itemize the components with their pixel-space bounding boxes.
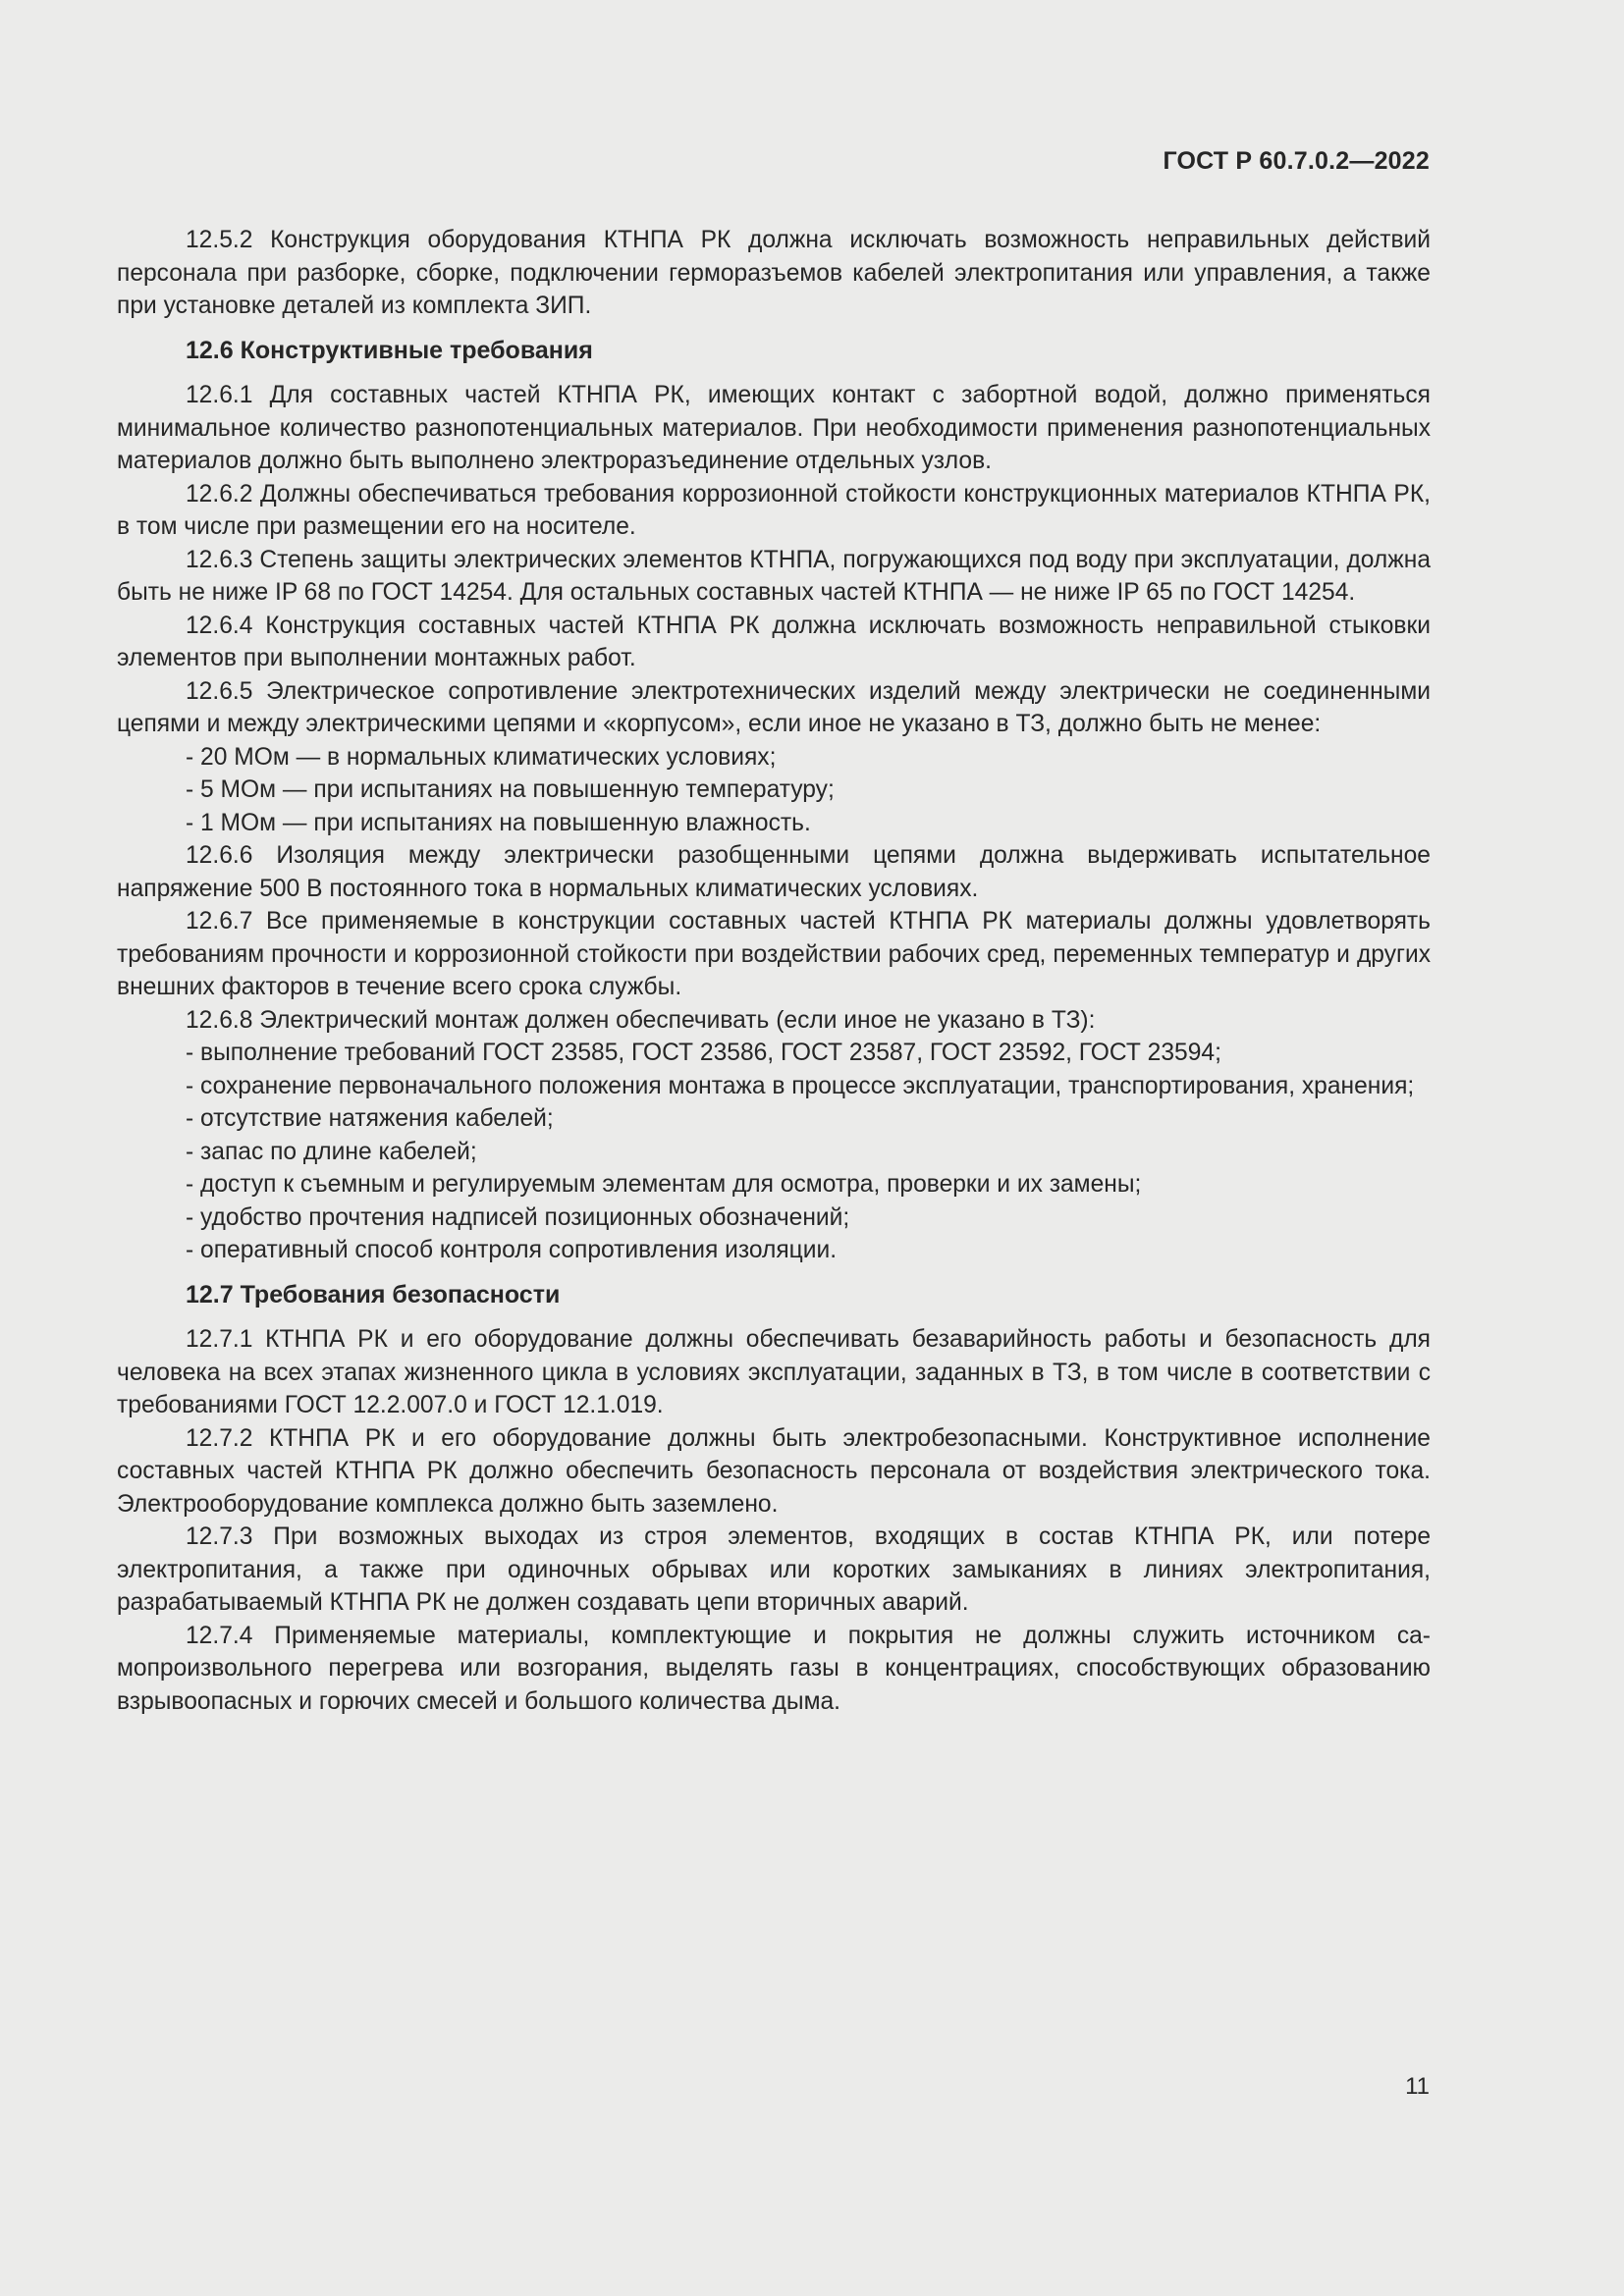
paragraph-12-5-2: 12.5.2 Конструкция оборудования КТНПА РК должна исключать возможность неправильных действий персонала при разборке, сборке, подключении герморазъемов кабелей электропитания или управления, а также при установке деталей из комплекта ЗИП. (117, 227, 1431, 319)
list-item: - оперативный способ контроля сопротивления изоляции. (186, 1237, 838, 1263)
paragraph-12-6-8: 12.6.8 Электрический монтаж должен обеспечивать (если иное не указано в ТЗ): (186, 1006, 1096, 1034)
paragraph-12-6-5: 12.6.5 Электрическое сопротивление электротехнических изделий между электрически не соединенными цепями и между электрическими цепями и «корпусом», если иное не указано в ТЗ, должно быть не менее: (117, 677, 1431, 737)
page-number: 11 (1405, 2073, 1430, 2100)
paragraph-12-6-7: 12.6.7 Все применяемые в конструкции составных частей КТНПА РК материалы должны удовлетворять требованиям прочности и коррозионной стойкости при воздействии рабочих сред, переменных температур и других внешних факторов в течение всего срока службы. (117, 908, 1431, 1000)
list-item: - сохранение первоначального положения монтажа в процессе эксплуатации, транспортирования, хранения; (186, 1072, 1415, 1099)
list-item: - удобство прочтения надписей позиционных обозначений; (186, 1203, 850, 1231)
list-item: - выполнение требований ГОСТ 23585, ГОСТ 23586, ГОСТ 23587, ГОСТ 23592, ГОСТ 23594; (186, 1040, 1221, 1066)
paragraph-12-6-4: 12.6.4 Конструкция составных частей КТНПА РК должна исключать возможность неправильной стыковки элементов при выполнении монтажных работ. (117, 612, 1431, 671)
paragraph-12-7-1: 12.7.1 КТНПА РК и его оборудование должны обеспечивать безаварийность работы и безопасность для человека на всех этапах жизненного цикла в условиях эксплуатации, заданных в ТЗ, в том числе в соответствии с требованиями ГОСТ 12.2.007.0 и ГОСТ 12.1.019. (117, 1326, 1431, 1418)
paragraph-12-6-1: 12.6.1 Для составных частей КТНПА РК, имеющих контакт с забортной водой, должно применяться минимальное количество разнопотенциальных материалов. При необходимости применения разнопотенциальных материалов должно быть выполнено электроразъединение отдельных узлов. (117, 382, 1431, 474)
paragraph-12-7-2: 12.7.2 КТНПА РК и его оборудование должны быть электробезопасными. Конструктивное исполнение составных частей КТНПА РК должно обеспечить безопасность персонала от воздействия электрического тока. Электрооборудование комплекса должно быть заземлено. (117, 1424, 1431, 1518)
list-item: - доступ к съемным и регулируемым элементам для осмотра, проверки и их замены; (186, 1171, 1142, 1198)
paragraph-12-6-2: 12.6.2 Должны обеспечиваться требования коррозионной стойкости конструкционных материалов КТНПА РК, в том числе при размещении его на носителе. (117, 480, 1431, 540)
section-heading-12-7: 12.7 Требования безопасности (186, 1280, 561, 1308)
document-body (117, 224, 1431, 1718)
document-header: ГОСТ Р 60.7.0.2—2022 (1163, 147, 1430, 175)
list-item: - 5 МОм — при испытаниях на повышенную температуру; (186, 776, 835, 803)
list-item: - 1 МОм — при испытаниях на повышенную влажность. (186, 809, 811, 836)
section-heading-12-6: 12.6 Конструктивные требования (186, 336, 593, 364)
list-item: - отсутствие натяжения кабелей; (186, 1105, 554, 1132)
paragraph-12-7-4: 12.7.4 Применяемые материалы, комплектующие и покрытия не должны служить источником самопроизвольного перегрева или возгорания, выделять газы в концентрациях, способствующих образованию взрывоопасных и горючих смесей и большого количества дыма. (117, 1622, 1431, 1715)
list-item: - запас по длине кабелей; (186, 1138, 477, 1165)
list-item: - 20 МОм — в нормальных климатических условиях; (186, 743, 777, 771)
paragraph-12-6-6: 12.6.6 Изоляция между электрически разобщенными цепями должна выдерживать испытательное напряжение 500 В постоянного тока в нормальных климатических условиях. (117, 842, 1431, 902)
paragraph-12-6-3: 12.6.3 Степень защиты электрических элементов КТНПА, погружающихся под воду при эксплуатации, должна быть не ниже IP 68 по ГОСТ 14254. Для остальных составных частей КТНПА — не ниже IP 65 по ГОСТ 14254. (117, 546, 1431, 606)
paragraph-12-7-3: 12.7.3 При возможных выходах из строя элементов, входящих в состав КТНПА РК, или потере электропитания, а также при одиночных обрывах или коротких замыканиях в линиях электропитания, разрабатываемый КТНПА РК не должен создавать цепи вторичных аварий. (117, 1523, 1431, 1616)
